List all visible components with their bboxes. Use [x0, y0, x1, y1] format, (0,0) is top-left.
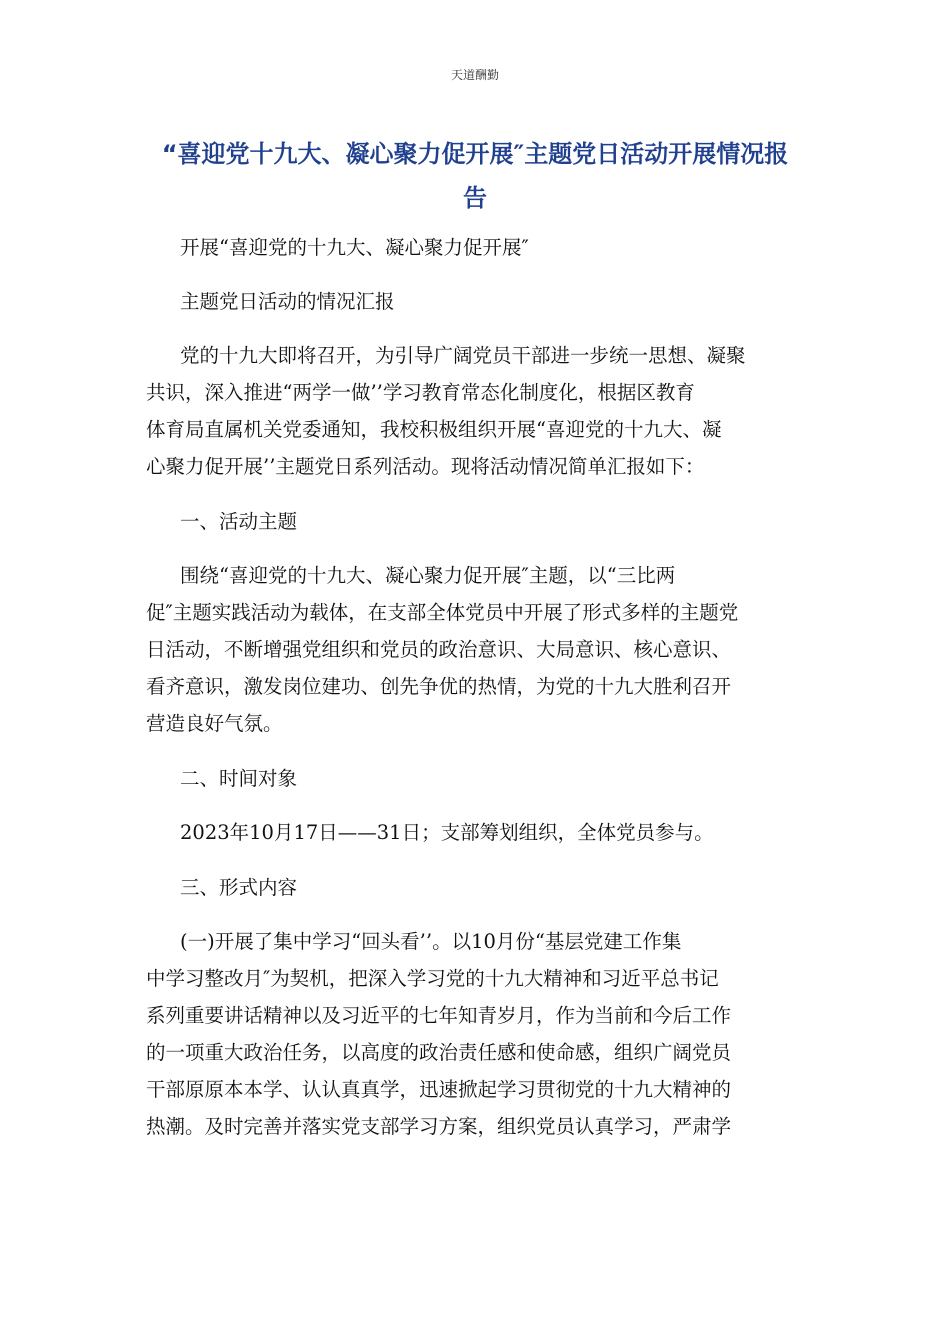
body-line: 围绕“喜迎党的十九大、凝心聚力促开展″主题，以“三比两 — [180, 564, 676, 587]
section-heading: 三、形式内容 — [180, 876, 298, 899]
body-line: 系列重要讲话精神以及习近平的七年知青岁月，作为当前和今后工作 — [146, 1004, 732, 1027]
body-line: 主题党日活动的情况汇报 — [180, 290, 395, 313]
body-line: 热潮。及时完善并落实党支部学习方案，组织党员认真学习，严肃学 — [146, 1115, 732, 1138]
body-line: 共识，深入推进“两学一做’’学习教育常态化制度化，根据区教育 — [146, 381, 695, 404]
body-line: 2023年10月17日——31日；支部筹划组织，全体党员参与。 — [180, 821, 714, 844]
body-line: 开展“喜迎党的十九大、凝心聚力促开展″ — [180, 236, 529, 259]
body-line: 体育局直属机关党委通知，我校积极组织开展“喜迎党的十九大、凝 — [146, 418, 722, 441]
body-line: 党的十九大即将召开，为引导广阔党员干部进一步统一思想、凝聚 — [180, 344, 746, 367]
title-line: “喜迎党十九大、凝心聚力促开展″主题党日活动开展情况报 — [161, 140, 789, 168]
body-line: 促″主题实践活动为载体，在支部全体党员中开展了形式多样的主题党 — [146, 601, 739, 624]
body-line: 的一项重大政治任务，以高度的政治责任感和使命感，组织广阔党员 — [146, 1041, 732, 1064]
body-line: 中学习整改月″为契机，把深入学习党的十九大精神和习近平总书记 — [146, 967, 719, 990]
title-line: 告 — [463, 184, 487, 212]
section-heading: 一、活动主题 — [180, 510, 298, 533]
body-line: 营造良好气氛。 — [146, 712, 283, 735]
document-title — [140, 132, 810, 220]
section-heading: 二、时间对象 — [180, 767, 298, 790]
body-line: 看齐意识，激发岗位建功、创先争优的热情，为党的十九大胜利召开 — [146, 675, 732, 698]
page-header: 天道酬勤 — [450, 68, 499, 82]
body-line: 日活动，不断增强党组织和党员的政治意识、大局意识、核心意识、 — [146, 638, 732, 661]
body-line: 心聚力促开展’’主题党日系列活动。现将活动情况简单汇报如下： — [146, 455, 705, 478]
body-line: 干部原原本本学、认认真真学，迅速掀起学习贯彻党的十九大精神的 — [146, 1078, 732, 1101]
body-line: (一)开展了集中学习“回头看’’。以10月份“基层党建工作集 — [180, 930, 682, 953]
